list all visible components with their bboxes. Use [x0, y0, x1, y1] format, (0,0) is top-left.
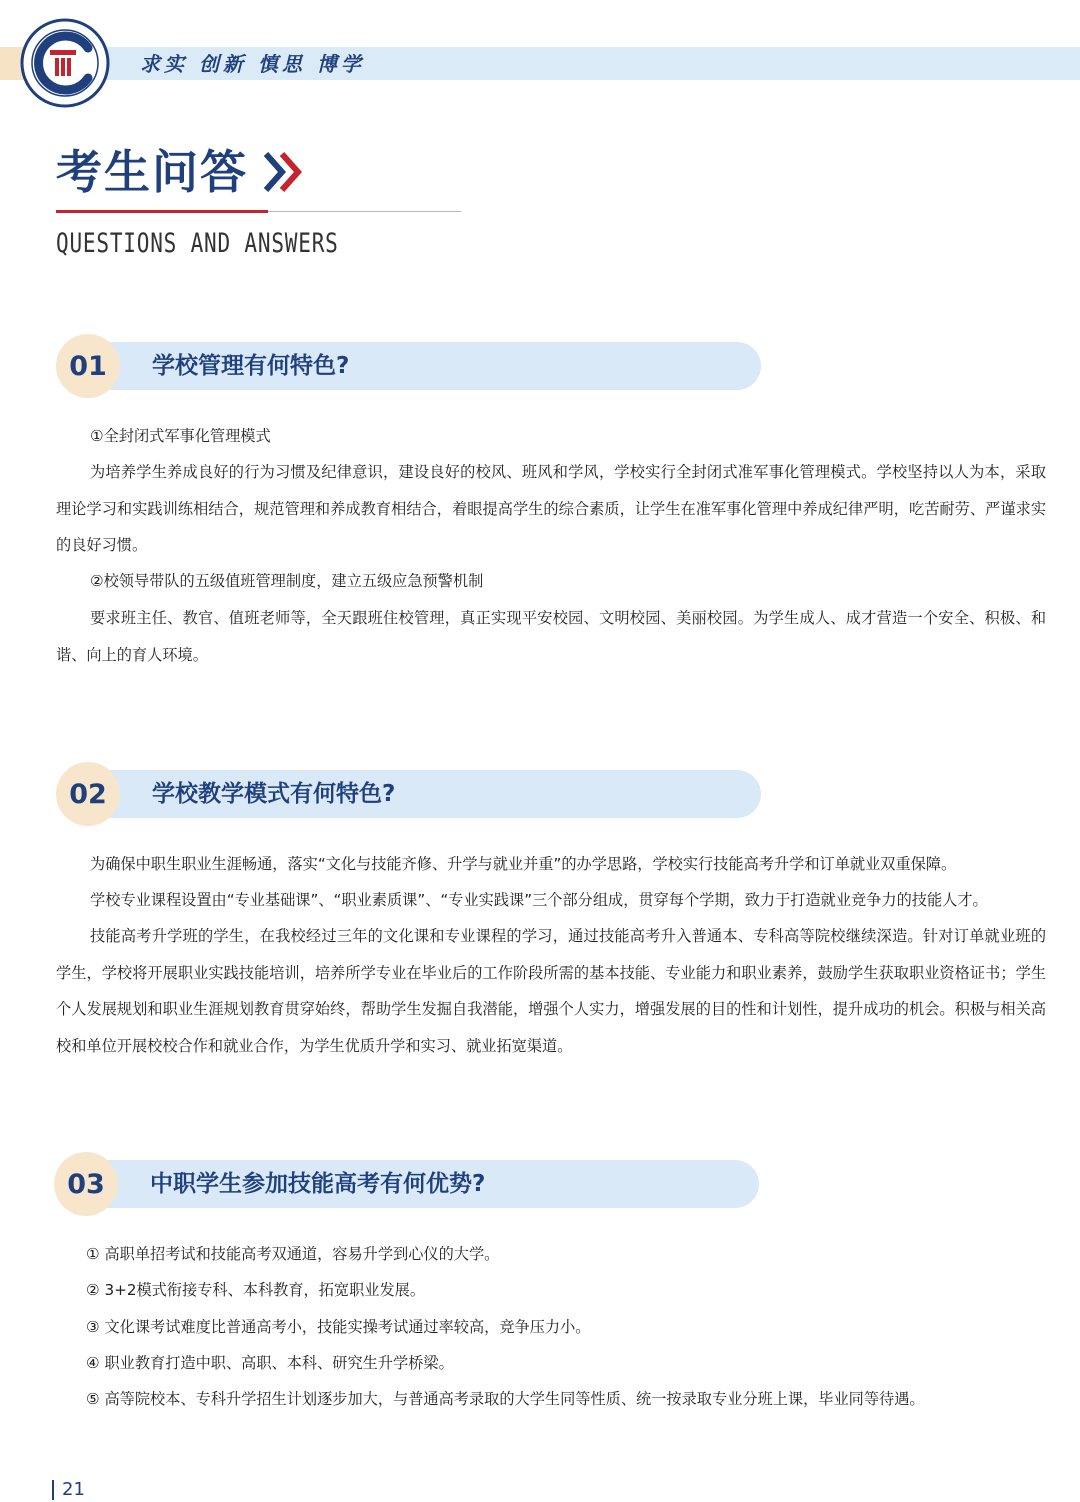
- section-01-point-1: ①全封闭式军事化管理模式: [90, 427, 271, 445]
- section-03-title: 中职学生参加技能高考有何优势?: [150, 1171, 486, 1197]
- page-subtitle: QUESTIONS AND ANSWERS: [56, 228, 339, 259]
- section-01-point-2: ②校领导带队的五级值班管理制度，建立五级应急预警机制: [90, 572, 484, 590]
- section-03-item-2: ② 3+2模式衔接专科、本科教育，拓宽职业发展。: [86, 1281, 426, 1299]
- page-number: 21: [62, 1479, 85, 1500]
- section-03-number: 03: [54, 1152, 118, 1216]
- section-03-item-5: ⑤ 高等院校本、专科升学招生计划逐步加大，与普通高考录取的大学生同等性质、统一按录取专业分班上课，毕业同等待遇。: [86, 1390, 925, 1408]
- double-chevron-right-icon: [260, 148, 308, 196]
- section-01-number: 01: [56, 334, 120, 398]
- section-01-title: 学校管理有何特色?: [152, 353, 350, 379]
- school-motto: 求实 创新 慎思 博学: [140, 52, 365, 76]
- section-01-paragraph-2: 要求班主任、教官、值班老师等，全天跟班住校管理，真正实现平安校园、文明校园、美丽校园。为学生成人、成才营造一个安全、积极、和谐、向上的育人环境。: [56, 609, 1046, 664]
- section-03-item-3: ③ 文化课考试难度比普通高考小，技能实操考试通过率较高，竞争压力小。: [86, 1318, 591, 1336]
- title-underline-gray: [268, 211, 461, 212]
- section-02-paragraph-1: 为确保中职生职业生涯畅通，落实“文化与技能齐修、升学与就业并重”的办学思路，学校实行技能高考升学和订单就业双重保障。: [90, 855, 957, 873]
- page-title: 考生问答: [56, 145, 248, 199]
- section-02-number: 02: [56, 762, 120, 826]
- section-02-paragraph-2: 学校专业课程设置由“专业基础课”、“职业素质课”、“专业实践课”三个部分组成，贯穿每个学期，致力于打造就业竞争力的技能人才。: [90, 891, 988, 909]
- section-02-paragraph-3: 技能高考升学班的学生，在我校经过三年的文化课和专业课程的学习，通过技能高考升入普通本、专科高等院校继续深造。针对订单就业班的学生，学校将开展职业实践技能培训，培养所学专业在毕业后的工作阶段所需的基本技能、专业能力和职业素养，鼓励学生获取职业资格证书；学生个人发展规划和职业生涯规划教育贯穿始终，帮助学生发掘自我潜能，增强个人实力，增强发展的目的性和计划性，提升成功的机会。积极与相关高校和单位开展校校合作和就业合作，为学生优质升学和实习、就业拓宽渠道。: [56, 927, 1046, 1055]
- school-emblem-icon: [20, 18, 110, 108]
- section-01-paragraph-1: 为培养学生养成良好的行为习惯及纪律意识，建设良好的校风、班风和学风，学校实行全封闭式准军事化管理模式。学校坚持以人为本，采取理论学习和实践训练相结合，规范管理和养成教育相结合，着眼提高学生的综合素质，让学生在准军事化管理中养成纪律严明，吃苦耐劳、严谨求实的良好习惯。: [56, 463, 1046, 554]
- section-02-title: 学校教学模式有何特色?: [152, 781, 396, 807]
- section-03-item-1: ① 高职单招考试和技能高考双通道，容易升学到心仪的大学。: [86, 1245, 500, 1263]
- section-03-item-4: ④ 职业教育打造中职、高职、本科、研究生升学桥梁。: [86, 1354, 454, 1372]
- page-number-bar: [52, 1480, 54, 1500]
- title-underline-red: [56, 210, 268, 213]
